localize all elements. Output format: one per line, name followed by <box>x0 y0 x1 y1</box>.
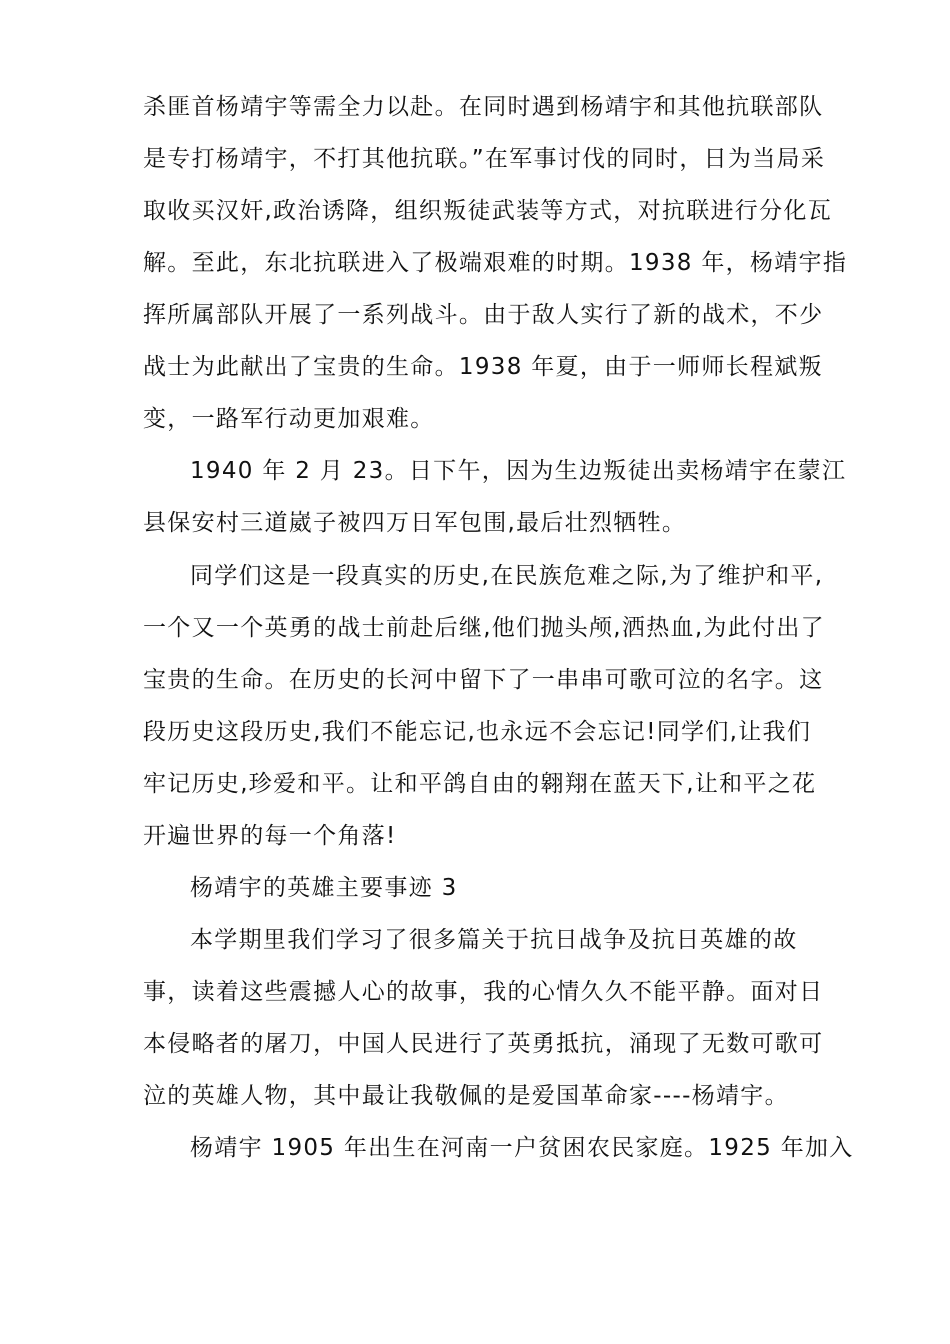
text-line: 解。至此，东北抗联进入了极端艰难的时期。1938 年，杨靖宇指 <box>143 250 848 276</box>
text-line: 挥所属部队开展了一系列战斗。由于敌人实行了新的战术，不少 <box>143 302 824 328</box>
text-line: 事，读着这些震撼人心的故事，我的心情久久不能平静。面对日 <box>143 979 824 1005</box>
text-line: 变，一路军行动更加艰难。 <box>143 406 435 432</box>
paragraph-first-line: 同学们这是一段真实的历史,在民族危难之际,为了维护和平, <box>190 563 824 589</box>
text-line: 战士为此献出了宝贵的生命。1938 年夏，由于一师师长程斌叛 <box>143 354 823 380</box>
text-line: 段历史这段历史,我们不能忘记,也永远不会忘记!同学们,让我们 <box>143 719 812 745</box>
text-line: 取收买汉奸,政治诱降，组织叛徒武装等方式，对抗联进行分化瓦 <box>143 198 833 224</box>
text-line: 杀匪首杨靖宇等需全力以赴。在同时遇到杨靖宇和其他抗联部队 <box>143 94 824 120</box>
section-heading: 杨靖宇的英雄主要事迹 3 <box>190 875 458 901</box>
text-line: 宝贵的生命。在历史的长河中留下了一串串可歌可泣的名字。这 <box>143 667 824 693</box>
text-line: 开遍世界的每一个角落! <box>143 823 397 849</box>
text-line: 县保安村三道崴子被四万日军包围,最后壮烈牺牲。 <box>143 510 687 536</box>
paragraph-first-line: 本学期里我们学习了很多篇关于抗日战争及抗日英雄的故 <box>190 927 798 953</box>
paragraph-first-line: 1940 年 2 月 23。日下午，因为生边叛徒出卖杨靖宇在蒙江 <box>190 458 847 484</box>
text-line: 一个又一个英勇的战士前赴后继,他们抛头颅,洒热血,为此付出了 <box>143 615 825 641</box>
text-line: 本侵略者的屠刀，中国人民进行了英勇抵抗，涌现了无数可歌可 <box>143 1031 824 1057</box>
paragraph-first-line: 杨靖宇 1905 年出生在河南一户贫困农民家庭。1925 年加入 <box>190 1135 854 1161</box>
text-line: 牢记历史,珍爱和平。让和平鸽自由的翱翔在蓝天下,让和平之花 <box>143 771 817 797</box>
text-line: 是专打杨靖宇，不打其他抗联。”在军事讨伐的同时，日为当局采 <box>143 146 826 172</box>
text-line: 泣的英雄人物，其中最让我敬佩的是爱国革命家----杨靖宇。 <box>143 1083 789 1109</box>
